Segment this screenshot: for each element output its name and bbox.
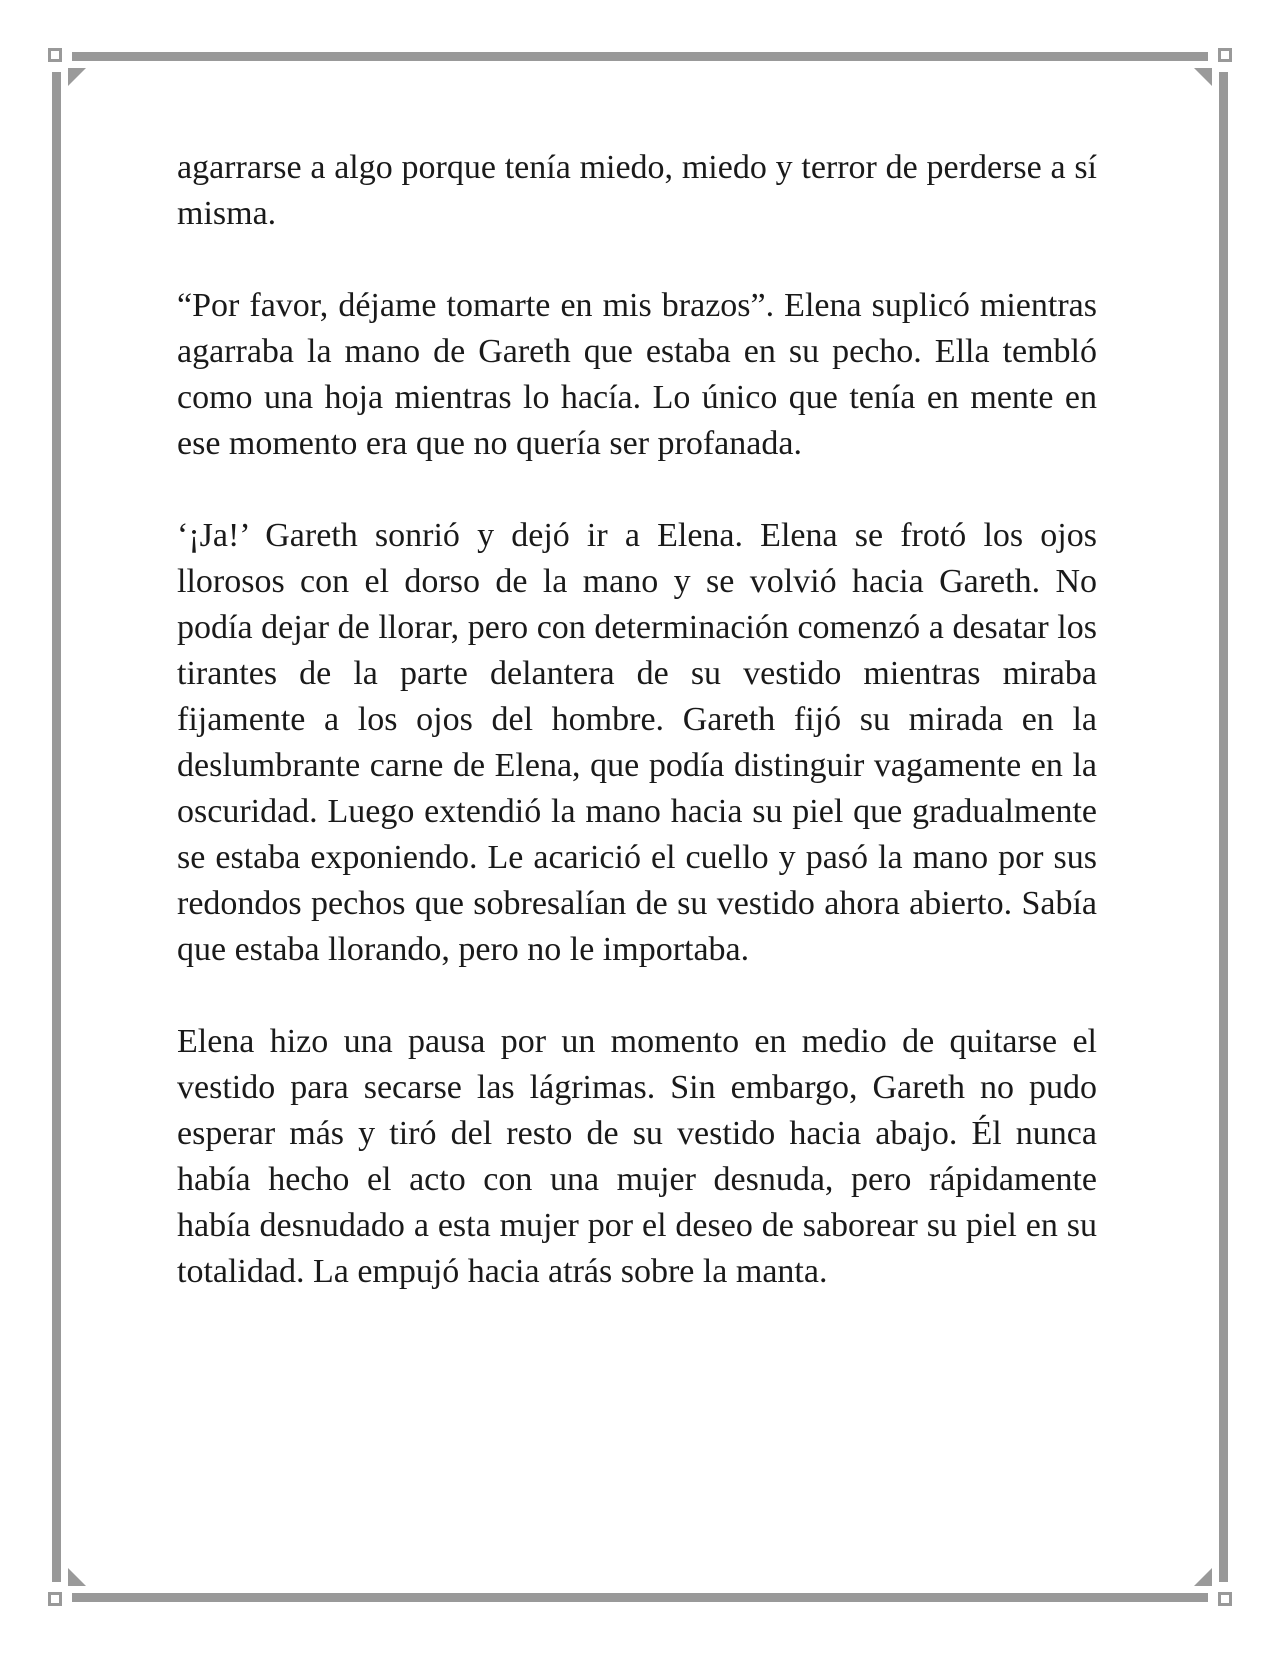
corner-triangle-top-left [68, 68, 86, 86]
corner-triangle-top-right [1194, 68, 1212, 86]
paragraph: “Por favor, déjame tomarte en mis brazos”. Elena suplicó mientras agarraba la mano de Gareth que estaba en su pecho. Ella tembló como una hoja mientras lo hacía. Lo único que tenía en mente en ese momento era que no quería ser profanada. [177, 287, 1097, 462]
corner-triangle-bottom-right [1194, 1568, 1212, 1586]
corner-ornament-bottom-right [1218, 1592, 1232, 1606]
corner-ornament-top-right [1218, 48, 1232, 62]
border-left [52, 72, 61, 1582]
paragraph: agarrarse a algo porque tenía miedo, miedo y terror de perderse a sí misma. [177, 149, 1097, 232]
paragraph: ‘¡Ja!’ Gareth sonrió y dejó ir a Elena. Elena se frotó los ojos llorosos con el dorso de la mano y se volvió hacia Gareth. No podía dejar de llorar, pero con determinación comenzó a desatar los tirantes de la parte delantera de su vestido mientras miraba fijamente a los ojos del hombre. Gareth fijó su mirada en la deslumbrante carne de Elena, que podía distinguir vagamente en la oscuridad. Luego extendió la mano hacia su piel que gradualmente se estaba exponiendo. Le acarició el cuello y pasó la mano por sus redondos pechos que sobresalían de su vestido ahora abierto. Sabía que estaba llorando, pero no le importaba. [177, 517, 1097, 968]
border-right [1219, 72, 1228, 1582]
corner-triangle-bottom-left [68, 1568, 86, 1586]
paragraph: Elena hizo una pausa por un momento en medio de quitarse el vestido para secarse las lágrimas. Sin embargo, Gareth no pudo esperar más y tiró del resto de su vestido hacia abajo. Él nunca había hecho el acto con una mujer desnuda, pero rápidamente había desnudado a esta mujer por el deseo de saborear su piel en su totalidad. La empujó hacia atrás sobre la manta. [177, 1023, 1097, 1290]
border-top [72, 52, 1208, 61]
page-body-text [177, 145, 1097, 1341]
corner-ornament-bottom-left [48, 1592, 62, 1606]
corner-ornament-top-left [48, 48, 62, 62]
border-bottom [72, 1593, 1208, 1602]
